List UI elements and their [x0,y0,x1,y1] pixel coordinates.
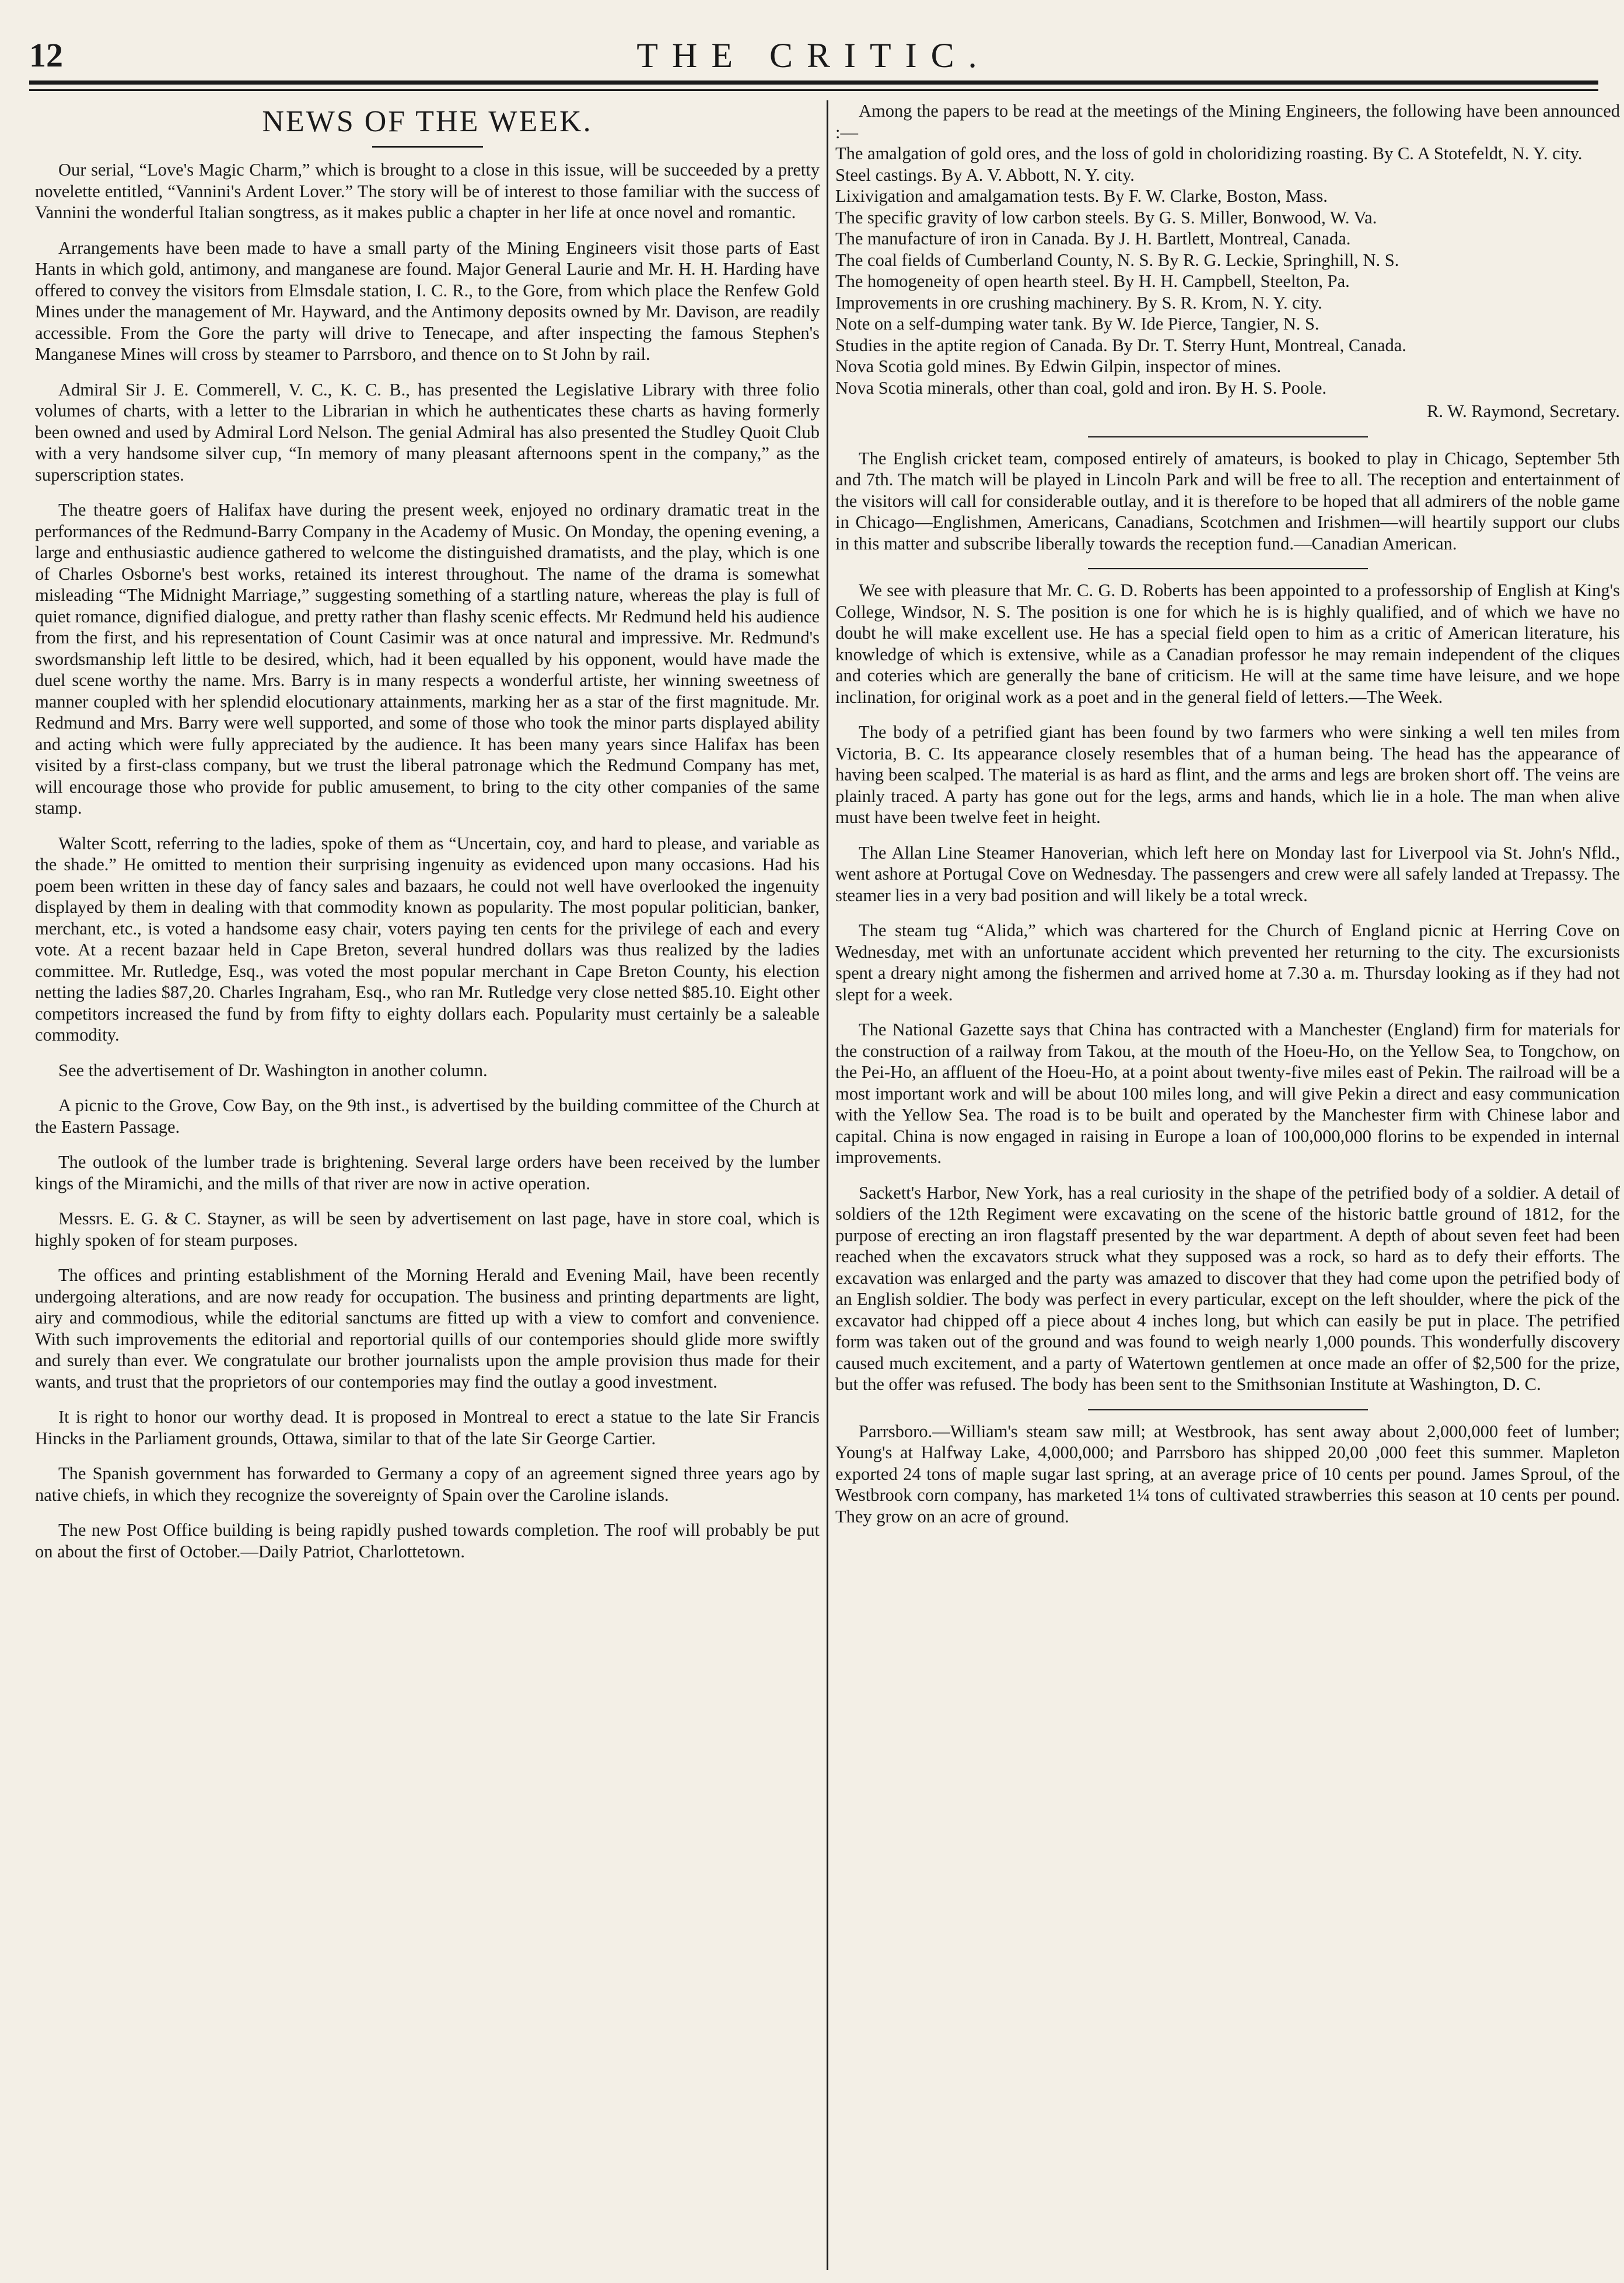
news-item-cricket [835,448,1620,555]
news-paragraph: The offices and printing establishment of the Morning Herald and Evening Mail, have been recently undergoing alterations, and are now ready for occupation. The business and printing departments are light, airy and commodious, while the editorial sanctums are fitted up with a view to comfort and convenience. With such improvements the editorial and reportorial quills of our contempories should glide more swiftly and surely than ever. We congratulate our brother journalists upon the ample provision thus made for their wants, and trust that the proprietors of our contempories may find the outlay a good investment. [35,1265,820,1392]
paper-list-item: Improvements in ore crushing machinery. By S. R. Krom, N. Y. city. [835,292,1322,313]
item-divider [1088,568,1368,569]
news-item-lumber-trade [35,1151,820,1194]
news-item-petrified-soldier [835,1182,1620,1395]
news-item-caroline-islands [35,1463,820,1505]
paper-list-item: The coal fields of Cumberland County, N. S. By R. G. Leckie, Springhill, N. S. [835,250,1399,270]
news-paragraph: Sackett's Harbor, New York, has a real curiosity in the shape of the petrified body of a soldier. A detail of soldiers of the 12th Regiment were excavating on the scene of the historic battle ground of 1812, for the purpose of erecting an iron flagstaff presented by the war department. A depth of about seven feet had been reached when the excavators struck what they supposed was a rock, so hard as to defy their efforts. The excavation was enlarged and the party was amazed to discover that they had come upon the petrified body of an English soldier. The body was perfect in every particular, except on the left shoulder, where the pick of the excavator had chipped off a piece about 4 inches long, but which can easily be put in place. The petrified form was taken out of the ground and was found to weigh nearly 1,000 pounds. This wonderfully discovery caused much excitement, and a party of Watertown gentlemen at once made an offer of $2,500 for the prize, but the offer was refused. The body has been sent to the Smithsonian Institute at Washington, D. C. [835,1182,1620,1394]
news-item-alida [835,920,1620,1005]
news-paragraph: The Allan Line Steamer Hanoverian, which left here on Monday last for Liverpool via St. John's Nfld., went ashore at Portugal Cove on Wednesday. The passengers and crew were all safely landed at Trepassy. The steamer lies in a very bad position and will likely be a total wreck. [835,842,1620,905]
masthead-rule-thick [29,80,1598,85]
paper-list-item: Nova Scotia minerals, other than coal, gold and iron. By H. S. Poole. [835,377,1326,398]
news-item-hanoverian [835,842,1620,906]
news-item-petrified-giant [835,722,1620,828]
news-item-mining-engineers-visit [35,237,820,365]
news-item-advertisement [35,1060,820,1081]
signature: R. W. Raymond, Secretary. [1427,401,1620,421]
news-paragraph: The outlook of the lumber trade is brightening. Several large orders have been received by the lumber kings of the Miramichi, and the mills of that river are now in active operation. [35,1152,820,1193]
masthead [29,35,1598,76]
paper-list-item: Nova Scotia gold mines. By Edwin Gilpin, inspector of mines. [835,356,1282,376]
item-divider [1088,436,1368,437]
paper-list-item: The manufacture of iron in Canada. By J. H. Bartlett, Montreal, Canada. [835,229,1351,248]
news-paragraph: See the advertisement of Dr. Washington in another column. [58,1060,488,1080]
news-item-mining-papers [835,100,1620,422]
news-item-hincks-statue [35,1406,820,1449]
news-item-herald-offices [35,1265,820,1392]
left-column [35,100,820,2270]
masthead-rule-thin [29,89,1598,91]
journal-title: THE CRITIC. [636,36,991,75]
item-divider [1088,1409,1368,1410]
paper-list-item: Steel castings. By A. V. Abbott, N. Y. city. [835,164,1135,185]
news-paragraph: The National Gazette says that China has contracted with a Manchester (England) firm for materials for the construction of a railway from Takou, at the mouth of the Hoeu-Ho, on the Yellow Sea, to Tongchow, on the Pei-Ho, an affluent of the Hoeu-Ho, at a point about twenty-five miles east of Pekin. The railroad will be a most important work and will be about 100 miles long, and will give Pekin a direct and easy communication with the Yellow Sea. The road is to be built and operated by the Manchester firm with Chinese labor and capital. China is now engaged in raising in Europe a loan of 100,000,000 florins to be expended in internal improvements. [835,1020,1620,1167]
heading-rule [372,146,483,148]
papers-intro: Among the papers to be read at the meetings of the Mining Engineers, the following have been announced :— [835,101,1620,142]
news-paragraph: Parrsboro.—William's steam saw mill; at Westbrook, has sent away about 2,000,000 feet of lumber; Young's at Halfway Lake, 4,000,000; and Parrsboro has shipped 20,00 ,000 feet this summer. Mapleton exported 24 tons of maple sugar last spring, at an average price of 10 cents per pound. James Sproul, of the Westbrook corn company, has marketed 1¼ tons of cultivated strawberries this season at 10 cents per pound. They grow on an acre of ground. [835,1421,1620,1526]
paper-list-item: Studies in the aptite region of Canada. By Dr. T. Sterry Hunt, Montreal, Canada. [835,335,1406,355]
paper-list-item: The homogeneity of open hearth steel. By H. H. Campbell, Steelton, Pa. [835,271,1350,291]
news-item-parrsboro [835,1421,1620,1528]
paper-list-item: Lixivigation and amalgamation tests. By F. W. Clarke, Boston, Mass. [835,186,1328,206]
news-paragraph: Walter Scott, referring to the ladies, spoke of them as “Uncertain, coy, and hard to please, and variable as the shade.” He omitted to mention their surprising ingenuity as evidenced upon many occasions. Had his poem been written in these day of fancy sales and bazaars, he could not well have overlooked the ingenuity displayed by them in dealing with that commodity known as popularity. The most popular politician, banker, merchant, etc., is voted a handsome easy chair, voters paying ten cents for the privilege of each and every vote. At a recent bazaar held in Cape Breton, several hundred dollars was thus realized by the ladies committee. Mr. Rutledge, Esq., was voted the most popular merchant in Cape Breton County, his election netting the ladies $87,20. Charles Ingraham, Esq., who ran Mr. Rutledge very close netted $85.10. Eight other competitors increased the fund by from fifty to eighty dollars each. Popularity must certainly be a saleable commodity. [35,833,820,1045]
news-paragraph: The new Post Office building is being rapidly pushed towards completion. The roof will probably be put on about the first of October.—Daily Patriot, Charlottetown. [35,1520,820,1561]
news-paragraph: The steam tug “Alida,” which was chartered for the Church of England picnic at Herring Cove on Wednesday, met with an unfortunate accident which prevented her returning to the city. The excursionists spent a dreary night among the fishermen and arrived home at 7.30 a. m. Thursday looking as if they had not slept for a week. [835,920,1620,1004]
paper-list-item: The specific gravity of low carbon steels. By G. S. Miller, Bonwood, W. Va. [835,207,1377,227]
news-item-picnic [35,1095,820,1137]
news-item-post-office [35,1519,820,1562]
paper-list-item: The amalgation of gold ores, and the loss of gold in choloridizing roasting. By C. A Stotefeldt, N. Y. city. [835,143,1583,163]
news-paragraph: The English cricket team, composed entirely of amateurs, is booked to play in Chicago, September 5th and 7th. The match will be played in Lincoln Park and will be free to all. The reception and entertainment of the visitors will call for considerable outlay, and it is therefore to be hoped that all admirers of the noble game in Chicago—Englishmen, Americans, Canadians, Scotchmen and Irishmen—will heartily support our clubs in this matter and subscribe liberally towards the reception fund.—Canadian American. [835,448,1620,554]
paper-list-item: Note on a self-dumping water tank. By W. Ide Pierce, Tangier, N. S. [835,314,1320,334]
news-item-admiral-commerell [35,379,820,486]
news-paragraph: The theatre goers of Halifax have during the present week, enjoyed no ordinary dramatic treat in the performances of the Redmund-Barry Company in the Academy of Music. On Monday, the opening evening, a large and enthusiastic audience gathered to welcome the distinguished dramatists, and the play, which is one of Charles Osborne's best works, retained its interest throughout. The name of the drama is somewhat misleading “The Midnight Marriage,” suggesting something of a startling nature, whereas the play is full of quiet romance, dignified dialogue, and pretty rather than flashy scenic effects. Mr Redmund held his audience from the first, and his representation of Count Casimir was at once natural and impressive. Mr. Redmund's swordsmanship left little to be desired, which, had it been equalled by his opponent, would have made the duel scene worthy the name. Mrs. Barry is in many respects a wonderful artiste, her winning sweetness of manner coupled with her splendid elocutionary attainments, marking her as a star of the first magnitude. Mr. Redmund and Mrs. Barry were well supported, and some of those who took the minor parts displayed ability and acting which were fully appreciated by the audience. It has been many years since Halifax has been visited by a first-class company, but we trust the liberal patronage which the Redmund Company has met, will encourage those who provide for public amusement, to bring to the city other companies of the same stamp. [35,500,820,818]
column-divider [827,100,828,2270]
news-item-serial [35,159,820,223]
section-heading: NEWS OF THE WEEK. [262,105,593,138]
right-column [835,100,1620,2270]
news-paragraph: Admiral Sir J. E. Commerell, V. C., K. C. B., has presented the Legislative Library with three folio volumes of charts, with a letter to the Librarian in which he authenticates these charts as having formerly been owned and used by Admiral Lord Nelson. The genial Admiral has also presented the Studley Quoit Club with a very handsome silver cup, “In memory of many pleasant afternoons spent in the company,” as the superscription states. [35,379,820,485]
page-number: 12 [29,36,63,74]
news-item-china-railway [835,1019,1620,1168]
news-paragraph: Arrangements have been made to have a small party of the Mining Engineers visit those parts of East Hants in which gold, antimony, and manganese are found. Major General Laurie and Mr. H. H. Harding have offered to convey the visitors from Elmsdale station, I. C. R., to the Gore, from which place the Renfew Gold Mines under the management of Mr. Hayward, and the Antimony deposits owned by Mr. Davison, are readily accessible. From the Gore the party will drive to Tenecape, and after inspecting the famous Stephen's Manganese Mines will cross by steamer to Parrsboro, and thence on to St John by rail. [35,237,820,364]
news-item-roberts-appointment [835,580,1620,708]
news-paragraph: The body of a petrified giant has been found by two farmers who were sinking a well ten miles from Victoria, B. C. Its appearance closely resembles that of a human being. The head has the appearance of having been scalped. The material is as hard as flint, and the arms and legs are broken short off. The veins are plainly traced. A party has gone out for the legs, arms and hands, which lie in a hole. The man when alive must have been twelve feet in height. [835,722,1620,827]
news-paragraph: It is right to honor our worthy dead. It is proposed in Montreal to erect a statue to the late Sir Francis Hincks in the Parliament grounds, Ottawa, similar to that of the late Sir George Cartier. [35,1407,820,1448]
news-item-walter-scott [35,833,820,1046]
news-paragraph: Our serial, “Love's Magic Charm,” which is brought to a close in this issue, will be succeeded by a pretty novelette entitled, “Vannini's Ardent Lover.” The story will be of interest to those familiar with the success of Vannini the wonderful Italian songtress, as it makes public a chapter in her life at once novel and romantic. [35,160,820,222]
news-paragraph: A picnic to the Grove, Cow Bay, on the 9th inst., is advertised by the building committee of the Church at the Eastern Passage. [35,1095,820,1137]
news-paragraph: We see with pleasure that Mr. C. G. D. Roberts has been appointed to a professorship of English at King's College, Windsor, N. S. The position is one for which he is is highly qualified, and of which we have no doubt he will make excellent use. He has a special field open to him as a critic of American literature, his knowledge of which is extensive, while as a Canadian professor he may remain independent of the cliques and coteries which are generally the bane of criticism. He will at the same time have leisure, and we hope inclination, for original work as a poet and in the general field of letters.—The Week. [835,580,1620,707]
news-item-stayner-coal [35,1208,820,1251]
news-paragraph: Messrs. E. G. & C. Stayner, as will be seen by advertisement on last page, have in store coal, which is highly spoken of for steam purposes. [35,1209,820,1250]
news-paragraph: The Spanish government has forwarded to Germany a copy of an agreement signed three years ago by native chiefs, in which they recognize the sovereignty of Spain over the Caroline islands. [35,1463,820,1505]
news-item-theatre [35,499,820,819]
